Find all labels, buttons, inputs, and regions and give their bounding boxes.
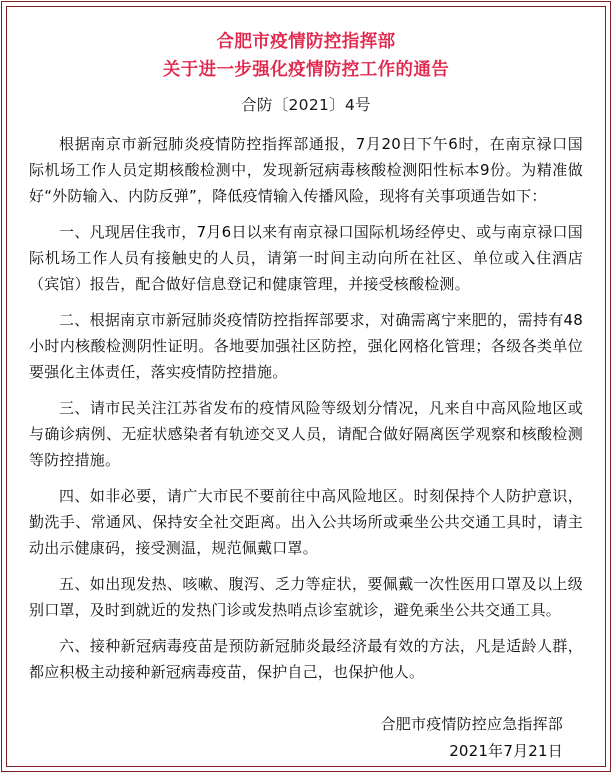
notice-paragraph: 四、如非必要，请广大市民不要前往中高风险地区。时刻保持个人防护意识，勤洗手、常通风、保持安全社交距离。出入公共场所或乘坐公共交通工具时，请主动出示健康码，接受测温，规范佩戴口罩。 (29, 487, 583, 557)
notice-paragraph: 六、接种新冠病毒疫苗是预防新冠肺炎最经济最有效的方法，凡是适龄人群，都应积极主动接种新冠病毒疫苗，保护自己，也保护他人。 (29, 637, 583, 681)
signature-date: 2021年7月21日 (449, 742, 563, 760)
signature-issuer: 合肥市疫情防控应急指挥部 (380, 715, 563, 733)
signature-block (27, 711, 585, 765)
notice-paragraph-list (27, 131, 585, 685)
notice-inner-border (6, 6, 606, 767)
document-number: 合防〔2021〕4号 (241, 96, 371, 114)
document-title-line-1: 合肥市疫情防控指挥部 (216, 32, 396, 52)
notice-document (7, 7, 605, 766)
notice-paragraph: 三、请市民关注江苏省发布的疫情风险等级划分情况，凡来自中高风险地区或与确诊病例、无症状感染者有轨迹交叉人员，请配合做好隔离医学观察和核酸检测等防控措施。 (29, 399, 583, 469)
notice-paragraph: 根据南京市新冠肺炎疫情防控指挥部通报，7月20日下午6时，在南京禄口国际机场工作人员定期核酸检测中，发现新冠病毒核酸检测阳性标本9份。为精准做好“外防输入、内防反弹”，降低疫情输入传播风险，现将有关事项通告如下： (29, 135, 583, 205)
document-title-line-2: 关于进一步强化疫情防控工作的通告 (162, 60, 450, 80)
notice-paragraph: 五、如出现发热、咳嗽、腹泻、乏力等症状，要佩戴一次性医用口罩及以上级别口罩，及时到就近的发热门诊或发热哨点诊室就诊，避免乘坐公共交通工具。 (29, 575, 583, 619)
notice-paragraph: 一、凡现居住我市，7月6日以来有南京禄口国际机场经停史、或与南京禄口国际机场工作人员有接触史的人员，请第一时间主动向所在社区、单位或入住酒店（宾馆）报告，配合做好信息登记和健康管理，并接受核酸检测。 (29, 223, 583, 293)
notice-outer-border (1, 1, 611, 772)
notice-paragraph: 二、根据南京市新冠肺炎疫情防控指挥部要求，对确需离宁来肥的，需持有48小时内核酸检测阴性证明。各地要加强社区防控，强化网格化管理；各级各类单位要强化主体责任，落实疫情防控措施。 (29, 311, 583, 381)
